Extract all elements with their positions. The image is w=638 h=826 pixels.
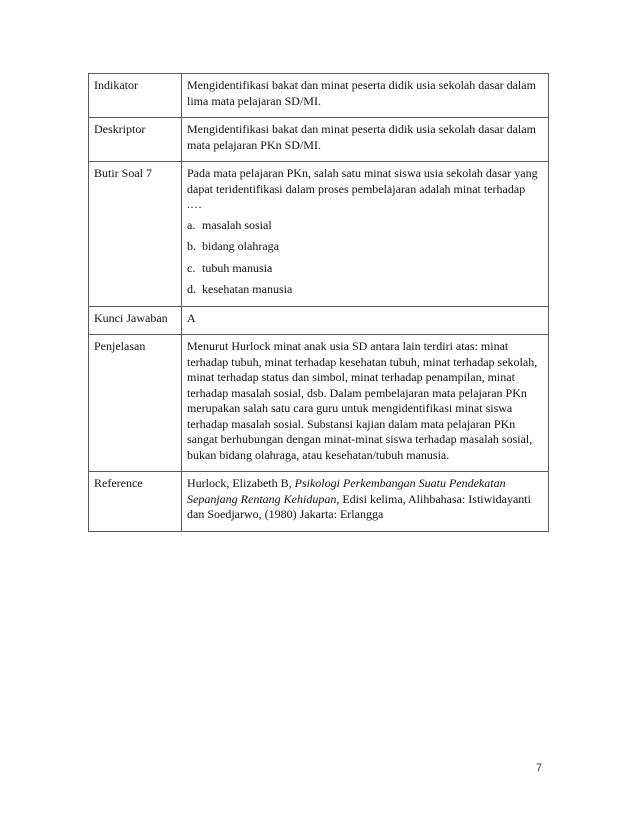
- reference-title: Psikologi Perkembangan Suatu Pendekatan Sepanjang Rentang Kehidupan: [187, 476, 506, 506]
- option-d: [187, 282, 543, 298]
- table-row-indikator: [89, 74, 549, 118]
- reference-author: Hurlock, Elizabeth B,: [187, 476, 295, 490]
- kunci-jawaban-value: A: [182, 306, 549, 335]
- deskriptor-label: Deskriptor: [89, 118, 182, 162]
- table-row-reference: [89, 472, 549, 532]
- option-d-text: kesehatan manusia: [202, 282, 293, 296]
- option-c-letter: c.: [187, 260, 196, 275]
- deskriptor-value: Mengidentifikasi bakat dan minat peserta didik usia sekolah dasar dalam mata pelajaran PKn SD/MI.: [182, 118, 549, 162]
- table-row-butir-soal: [89, 162, 549, 307]
- table-row-penjelasan: [89, 335, 549, 472]
- reference-value: [182, 472, 549, 532]
- option-b: [187, 239, 543, 255]
- table-row-deskriptor: [89, 118, 549, 162]
- reference-label: Reference: [89, 472, 182, 532]
- option-b-text: bidang olahraga: [202, 239, 279, 253]
- option-c-text: tubuh manusia: [202, 260, 273, 275]
- question-text: Pada mata pelajaran PKn, salah satu minat siswa usia sekolah dasar yang dapat teridentifikasi dalam proses pembelajaran adalah minat terhadap .…: [187, 166, 538, 211]
- option-a-letter: a.: [187, 217, 196, 232]
- kunci-jawaban-label: Kunci Jawaban: [89, 306, 182, 335]
- option-d-letter: d.: [187, 282, 196, 296]
- option-c: [187, 261, 543, 277]
- butir-soal-label: Butir Soal 7: [89, 162, 182, 307]
- penjelasan-label: Penjelasan: [89, 335, 182, 472]
- penjelasan-value: Menurut Hurlock minat anak usia SD antara lain terdiri atas: minat terhadap tubuh, minat terhadap kesehatan tubuh, minat terhadap sekolah, minat terhadap status dan simbol, minat terhadap penampilan, minat terhadap masalah sosial, dsb. Dalam pembelajaran mata pelajaran PKn merupakan salah satu cara guru untuk mengidentifikasi minat siswa terhadap masalah sosial. Substansi kajian dalam mata pelajaran PKn sangat berhubungan dengan minat-minat siswa terhadap masalah sosial, bukan bidang olahraga, atau kesehatan/tubuh manusia.: [182, 335, 549, 472]
- table-row-kunci-jawaban: [89, 306, 549, 335]
- page-number: 7: [536, 762, 543, 774]
- reference-details: , Edisi kelima, Alihbahasa: Istiwidayanti dan Soedjarwo, (1980) Jakarta: Erlangga: [187, 491, 531, 521]
- question-table: [88, 73, 549, 532]
- indikator-value: Mengidentifikasi bakat dan minat peserta didik usia sekolah dasar dalam lima mata pelajaran SD/MI.: [182, 74, 549, 118]
- butir-soal-value: [182, 162, 549, 307]
- option-b-letter: b.: [187, 239, 196, 253]
- option-a-text: masalah sosial: [202, 217, 272, 232]
- option-a: [187, 218, 543, 234]
- indikator-label: Indikator: [89, 74, 182, 118]
